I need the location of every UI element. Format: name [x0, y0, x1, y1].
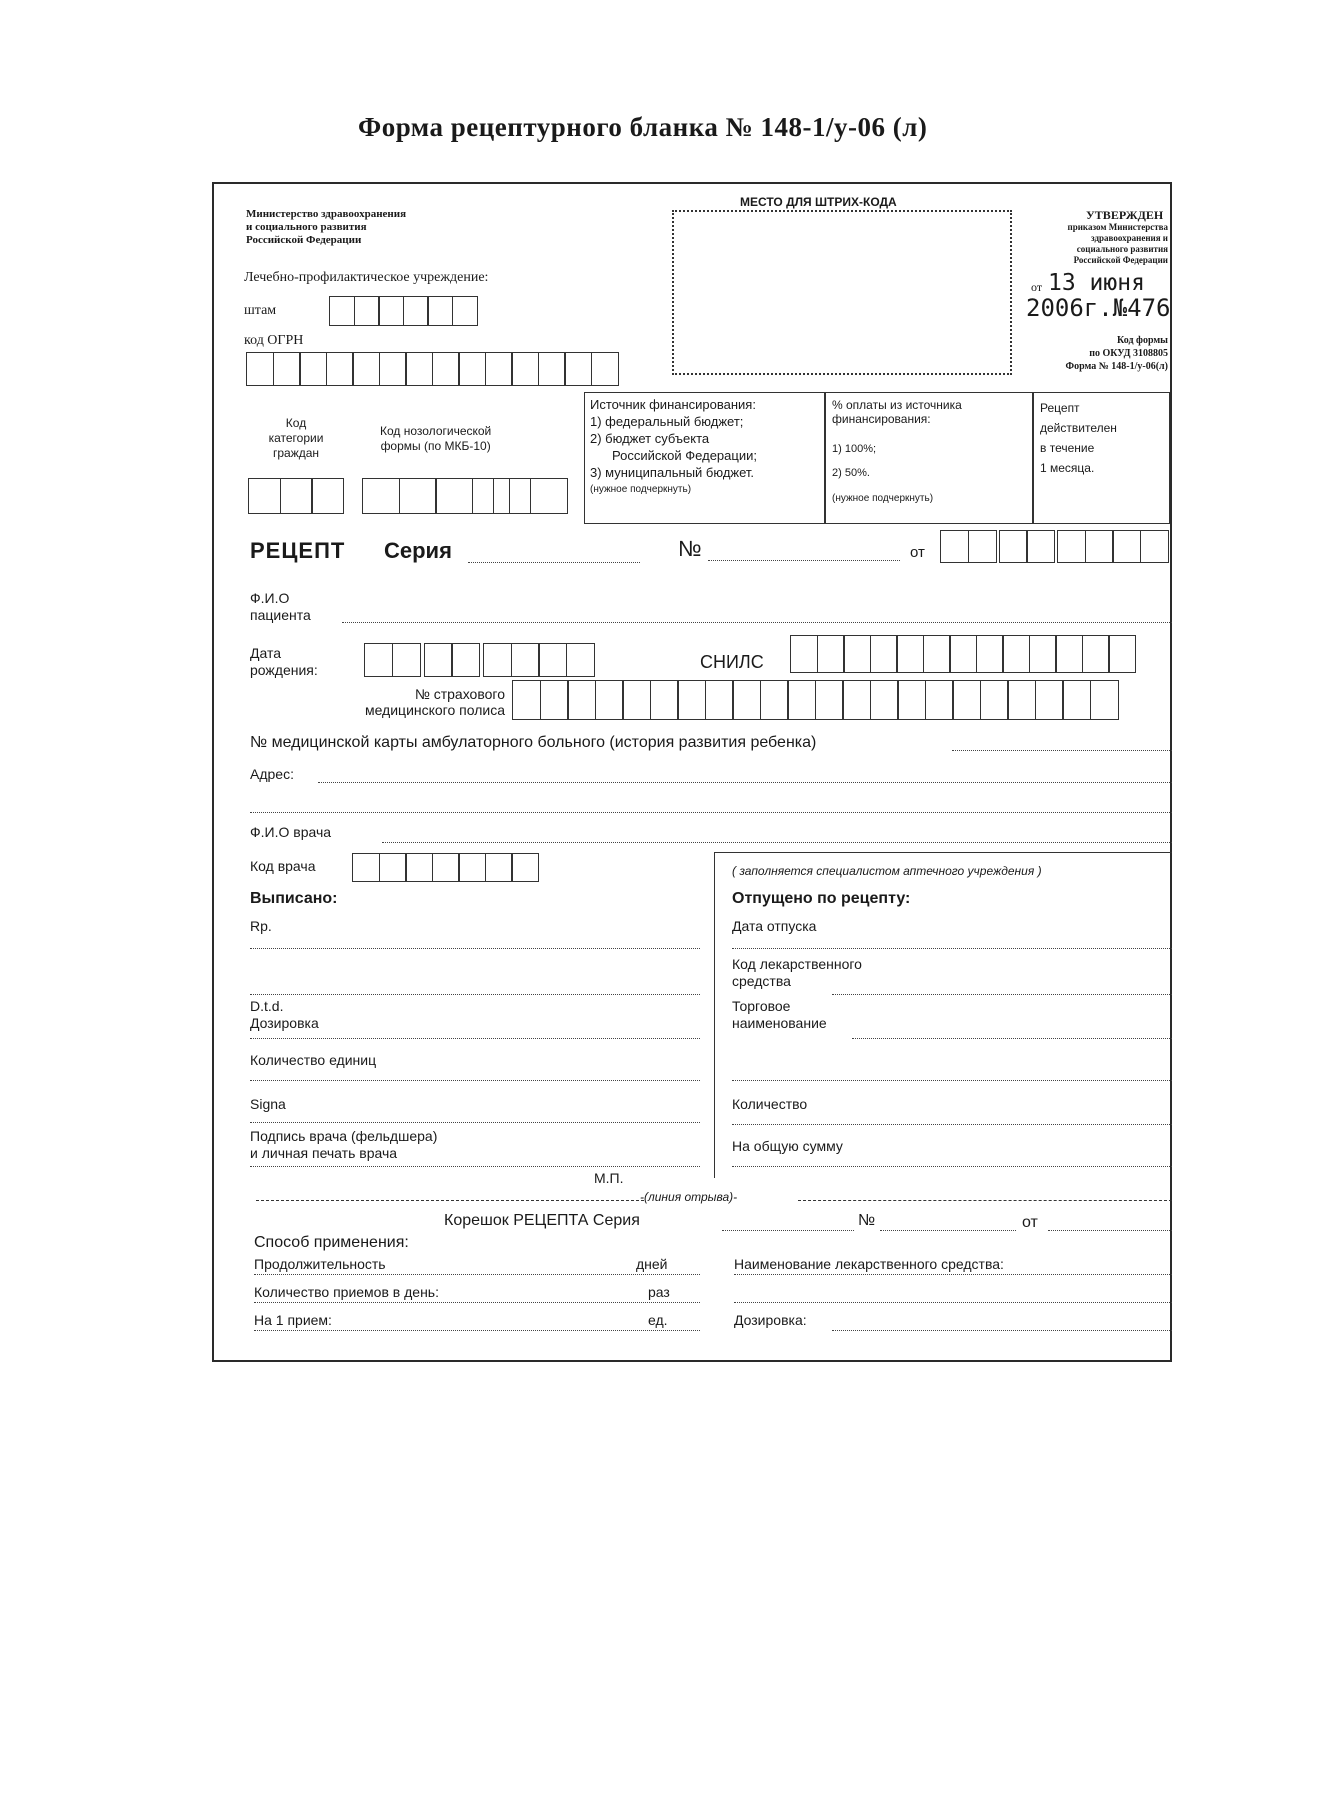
dosage-field[interactable]	[250, 1038, 700, 1039]
cell	[405, 853, 433, 882]
ogrn-cells[interactable]	[246, 352, 617, 386]
birth-label	[250, 645, 318, 679]
cell	[379, 853, 407, 882]
okud-line-2: по ОКУД 3108805	[1089, 348, 1168, 359]
category-line-2: категории	[268, 431, 324, 445]
cell	[378, 296, 404, 326]
approved-line-1: приказом Министерства	[1067, 222, 1168, 232]
nosology-line-2: формы (по МКБ-10)	[380, 439, 491, 453]
cell	[1057, 530, 1086, 563]
cell	[842, 680, 871, 720]
cell	[538, 643, 567, 677]
okud-line-3: Форма № 148-1/у-06(л)	[1065, 361, 1168, 372]
validity-text	[1040, 398, 1117, 478]
release-date-field[interactable]	[732, 948, 1172, 949]
recipe-series-label: Серия	[384, 538, 452, 563]
cell	[1082, 635, 1110, 673]
cell	[458, 853, 486, 882]
cell	[940, 530, 969, 563]
pharmacy-divider-left	[714, 852, 715, 1178]
doctor-code-cells[interactable]	[352, 853, 538, 882]
percent-option-2: 2) 50%.	[832, 467, 870, 479]
drug-name-field-1[interactable]	[734, 1274, 1172, 1275]
doctor-name-label: Ф.И.О врача	[250, 824, 332, 840]
stamp-label: штам	[244, 303, 277, 318]
cell	[432, 853, 460, 882]
pharmacy-note: ( заполняется специалистом аптечного учреждения )	[732, 864, 1042, 878]
category-cells[interactable]	[248, 478, 343, 514]
rp-field-2[interactable]	[250, 994, 700, 995]
cell	[485, 352, 513, 386]
ministry-line-1: Министерство здравоохранения	[246, 208, 407, 220]
cell	[354, 296, 380, 326]
cell	[1090, 680, 1119, 720]
cut-line-left	[256, 1200, 644, 1201]
patient-line-2: пациента	[250, 607, 311, 623]
duration-unit: дней	[636, 1256, 668, 1272]
cell	[405, 352, 433, 386]
cell	[815, 680, 844, 720]
trade-name-label	[732, 998, 827, 1032]
funding-line-1: Источник финансирования:	[590, 397, 756, 412]
birth-line-1: Дата	[250, 645, 282, 661]
cell	[1062, 680, 1091, 720]
per-day-unit: раз	[648, 1284, 670, 1300]
dtd-label	[250, 998, 319, 1032]
category-label	[256, 416, 336, 461]
cell	[952, 680, 981, 720]
cell	[925, 680, 954, 720]
cell	[364, 643, 393, 677]
cell	[538, 352, 566, 386]
mp-label: М.П.	[594, 1170, 624, 1186]
okud-block	[1014, 334, 1168, 373]
drug-code-line-1: Код лекарственного	[732, 956, 862, 972]
date-from-label: от	[1031, 280, 1043, 294]
cell	[999, 530, 1028, 563]
validity-line-1: Рецепт	[1040, 401, 1080, 415]
approved-block	[1014, 222, 1168, 266]
cell	[451, 643, 480, 677]
cell	[326, 352, 354, 386]
approved-line-2: здравоохранения и	[1091, 233, 1168, 243]
okud-line-1: Код формы	[1117, 335, 1168, 346]
ministry-line-2: и социального развития	[246, 221, 367, 233]
cell	[1055, 635, 1083, 673]
signa-field[interactable]	[250, 1122, 700, 1123]
dtd-line-1: D.t.d.	[250, 998, 284, 1014]
cell	[622, 680, 651, 720]
approved-line-4: Российской Федерации	[1073, 255, 1168, 265]
total-label: На общую сумму	[732, 1138, 843, 1154]
validity-line-2: действителен	[1040, 421, 1117, 435]
rp-label: Rp.	[250, 918, 272, 934]
cell	[923, 635, 951, 673]
ministry-block	[246, 208, 406, 247]
stub-from-label: от	[1022, 1214, 1038, 1231]
funding-line-2: 1) федеральный бюджет;	[590, 414, 744, 429]
page-title: Форма рецептурного бланка № 148-1/у-06 (л)	[358, 112, 928, 142]
cell	[1007, 680, 1036, 720]
drug-name-label: Наименование лекарственного средства:	[734, 1256, 1004, 1272]
snils-label: СНИЛС	[700, 652, 764, 672]
barcode-area	[672, 210, 1012, 375]
signature-line-1: Подпись врача (фельдшера)	[250, 1128, 438, 1144]
nosology-cells-2[interactable]	[493, 478, 566, 514]
funding-note: (нужное подчеркнуть)	[590, 484, 692, 495]
per-day-label: Количество приемов в день:	[254, 1284, 439, 1300]
dtd-line-2: Дозировка	[250, 1015, 319, 1031]
signa-label: Signa	[250, 1096, 286, 1112]
cell	[299, 352, 327, 386]
cell	[511, 352, 539, 386]
cell	[705, 680, 734, 720]
prescribed-heading: Выписано:	[250, 890, 338, 907]
approved-line-3: социального развития	[1076, 244, 1168, 254]
cell	[435, 478, 473, 514]
cell	[530, 478, 568, 514]
quantity-field[interactable]	[732, 1124, 1172, 1125]
stub-date-field[interactable]	[1048, 1230, 1172, 1231]
stub-series-field[interactable]	[722, 1230, 854, 1231]
snils-cells[interactable]	[790, 635, 1135, 673]
cell	[511, 853, 539, 882]
cell	[248, 478, 281, 514]
pharmacy-divider-top	[714, 852, 1172, 853]
nosology-line-1: Код нозологической	[380, 424, 492, 438]
drug-code-field[interactable]	[832, 994, 1172, 995]
cell	[870, 680, 899, 720]
stamp-cells[interactable]	[329, 296, 476, 326]
cell	[949, 635, 977, 673]
pharmacy-heading: Отпущено по рецепту:	[732, 890, 911, 907]
cell	[591, 352, 619, 386]
ministry-line-3: Российской Федерации	[246, 234, 362, 246]
address-label: Адрес:	[250, 766, 294, 782]
cell	[968, 530, 997, 563]
total-field[interactable]	[732, 1166, 1172, 1167]
doctor-code-label: Код врача	[250, 858, 316, 874]
cell	[567, 680, 596, 720]
cell	[787, 680, 816, 720]
percent-option-1: 1) 100%;	[832, 443, 877, 455]
address-field-1[interactable]	[318, 782, 1172, 783]
policy-label	[360, 686, 505, 718]
trade-name-line-2: наименование	[732, 1015, 827, 1031]
cell	[1085, 530, 1114, 563]
cell	[493, 478, 531, 514]
cell	[512, 680, 541, 720]
patient-name-field[interactable]	[342, 622, 1172, 623]
percent-line-2: финансирования:	[832, 412, 931, 426]
cell	[760, 680, 789, 720]
cell	[452, 296, 478, 326]
cell	[362, 478, 400, 514]
card-field[interactable]	[952, 750, 1172, 751]
cell	[379, 352, 407, 386]
cell	[870, 635, 898, 673]
funding-line-4: Российской Федерации;	[612, 448, 757, 463]
quantity-label: Количество	[732, 1096, 808, 1112]
recipe-heading: РЕЦЕПТ	[250, 538, 346, 563]
cell	[843, 635, 871, 673]
approval-order: 2006г.№476	[1026, 294, 1171, 322]
birth-line-2: рождения:	[250, 662, 318, 678]
recipe-number-field[interactable]	[708, 560, 900, 561]
recipe-date-cells[interactable]	[940, 530, 1167, 563]
cell	[564, 352, 592, 386]
cell	[458, 352, 486, 386]
percent-line-1: % оплаты из источника	[832, 398, 962, 412]
signature-line-2: и личная печать врача	[250, 1145, 398, 1161]
category-line-1: Код	[285, 416, 307, 430]
cell	[1029, 635, 1057, 673]
cell	[485, 853, 513, 882]
patient-label	[250, 590, 311, 624]
cell	[650, 680, 679, 720]
recipe-number-label: №	[678, 536, 702, 561]
stub-number-field[interactable]	[880, 1230, 1016, 1231]
institution-label: Лечебно-профилактическое учреждение:	[244, 270, 489, 285]
units-label: Количество единиц	[250, 1052, 377, 1068]
category-line-3: граждан	[272, 446, 320, 460]
duration-field[interactable]	[254, 1274, 700, 1275]
stub-heading: Корешок РЕЦЕПТА Серия	[444, 1212, 640, 1229]
stub-number-label: №	[858, 1212, 876, 1229]
percent-note: (нужное подчеркнуть)	[832, 493, 934, 504]
funding-line-5: 3) муниципальный бюджет.	[590, 465, 755, 480]
nosology-label	[380, 424, 491, 454]
stub-dosage-field[interactable]	[832, 1330, 1172, 1331]
cell	[273, 352, 301, 386]
trade-name-line-1: Торговое	[732, 998, 791, 1014]
cell	[897, 680, 926, 720]
per-dose-label: На 1 прием:	[254, 1312, 332, 1328]
recipe-from-label: от	[910, 544, 925, 561]
cell	[540, 680, 569, 720]
approved-title: УТВЕРЖДЕН	[1086, 208, 1164, 222]
cell	[392, 643, 421, 677]
funding-text	[590, 396, 757, 498]
cell	[483, 643, 512, 677]
cell	[1112, 530, 1141, 563]
cell	[424, 643, 453, 677]
cell	[511, 643, 540, 677]
method-label: Способ применения:	[254, 1234, 409, 1251]
barcode-label: МЕСТО ДЛЯ ШТРИХ-КОДА	[740, 195, 897, 209]
duration-label: Продолжительность	[254, 1256, 386, 1272]
cell	[246, 352, 274, 386]
nosology-cells[interactable]	[362, 478, 508, 514]
recipe-series-field[interactable]	[468, 562, 640, 563]
policy-cells[interactable]	[512, 680, 1117, 720]
approval-date: 13 июня	[1048, 270, 1145, 296]
doctor-name-field[interactable]	[382, 842, 1172, 843]
cell	[329, 296, 355, 326]
signature-field[interactable]	[250, 1166, 700, 1167]
percent-text	[832, 398, 962, 426]
per-dose-field[interactable]	[254, 1330, 700, 1331]
per-dose-unit: ед.	[648, 1312, 668, 1328]
drug-code-line-2: средства	[732, 973, 791, 989]
cell	[790, 635, 818, 673]
trade-name-field-2[interactable]	[732, 1080, 1172, 1081]
release-date-label: Дата отпуска	[732, 918, 817, 934]
cell	[427, 296, 453, 326]
cell	[311, 478, 344, 514]
policy-line-1: № страхового	[414, 686, 505, 702]
cell	[896, 635, 924, 673]
cell	[352, 853, 380, 882]
cell	[677, 680, 706, 720]
cell	[566, 643, 595, 677]
cell	[432, 352, 460, 386]
per-day-field[interactable]	[254, 1302, 700, 1303]
cell	[817, 635, 845, 673]
cell	[595, 680, 624, 720]
birth-cells[interactable]	[364, 643, 593, 677]
cell	[1002, 635, 1030, 673]
trade-name-field-1[interactable]	[852, 1038, 1172, 1039]
cell	[1140, 530, 1169, 563]
cell	[980, 680, 1009, 720]
cell	[1026, 530, 1055, 563]
cell	[1035, 680, 1064, 720]
cut-line-right	[798, 1200, 1172, 1201]
signature-label	[250, 1128, 437, 1162]
cell	[976, 635, 1004, 673]
cell	[1108, 635, 1136, 673]
drug-name-field-2[interactable]	[734, 1302, 1172, 1303]
stub-dosage-label: Дозировка:	[734, 1312, 807, 1328]
cell	[280, 478, 313, 514]
cell	[352, 352, 380, 386]
validity-line-3: в течение	[1040, 441, 1095, 455]
cell	[732, 680, 761, 720]
patient-line-1: Ф.И.О	[250, 590, 290, 606]
units-field[interactable]	[250, 1080, 700, 1081]
cut-line-label: -(линия отрыва)-	[640, 1190, 738, 1204]
policy-line-2: медицинского полиса	[364, 702, 505, 718]
cell	[403, 296, 429, 326]
card-label: № медицинской карты амбулаторного больного (история развития ребенка)	[250, 734, 817, 751]
rp-field-1[interactable]	[250, 948, 700, 949]
cell	[399, 478, 437, 514]
ogrn-label: код ОГРН	[244, 333, 304, 348]
validity-line-4: 1 месяца.	[1040, 461, 1095, 475]
funding-line-3: 2) бюджет субъекта	[590, 431, 710, 446]
address-field-2[interactable]	[250, 812, 1172, 813]
drug-code-label	[732, 956, 862, 990]
